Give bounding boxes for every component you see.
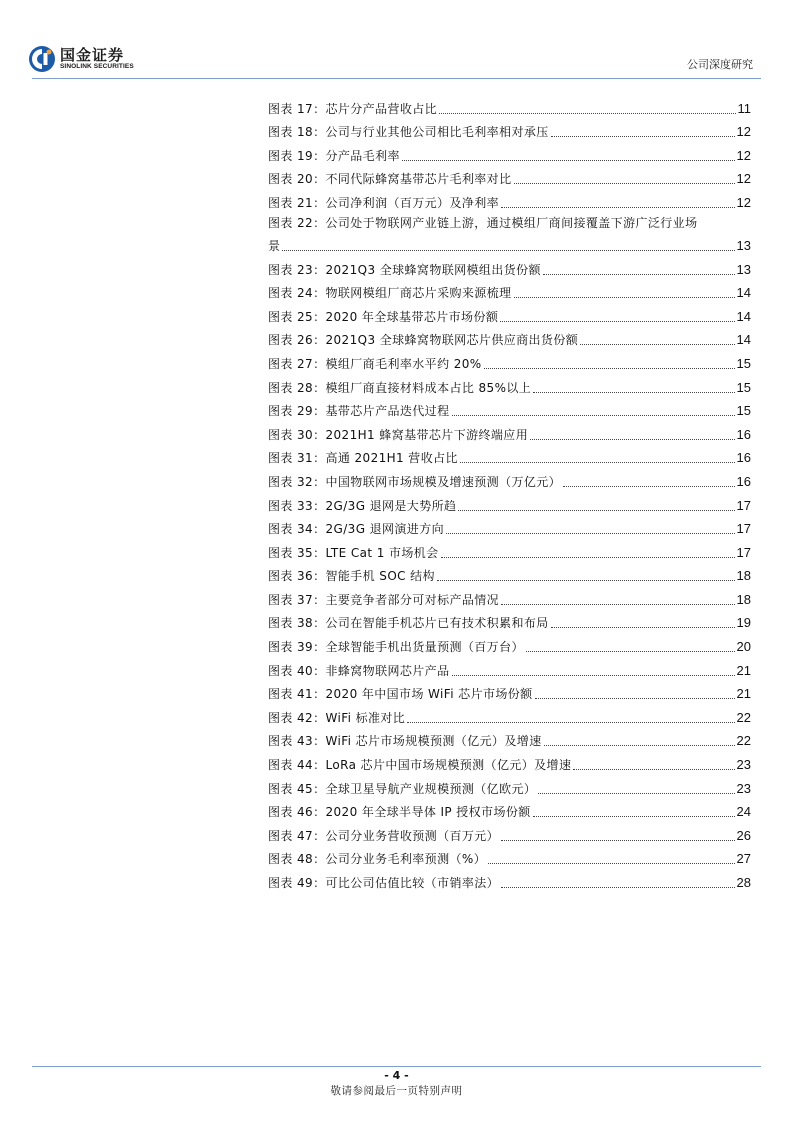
toc-entry-page: 24 [736,804,751,820]
toc-entry-label: 图表 38：公司在智能手机芯片已有技术积累和布局 [268,616,549,631]
toc-entry[interactable] [268,490,751,514]
toc-entry-label: 图表 42：WiFi 标准对比 [268,710,406,725]
toc-leader-dots [446,533,735,534]
toc-entry[interactable] [268,561,751,585]
toc-leader-dots [439,113,735,114]
toc-entry[interactable] [268,726,751,750]
toc-entry-label: 图表 22：公司处于物联网产业链上游，通过模组厂商间接覆盖下游广泛行业场 [268,215,698,230]
toc-entry-label: 图表 31：高通 2021H1 营收占比 [268,451,458,466]
toc-entry-page: 19 [736,615,751,631]
header-divider [32,78,761,79]
toc-entry[interactable] [268,348,751,372]
toc-leader-dots [580,344,734,345]
toc-entry-label: 图表 49：可比公司估值比较（市销率法） [268,876,500,890]
toc-leader-dots [437,580,735,581]
toc-entry-label: 图表 28：模组厂商直接材料成本占比 85%以上 [268,380,532,395]
toc-entry[interactable] [268,679,751,703]
toc-entry-label: 图表 45：全球卫星导航产业规模预测（亿欧元） [268,781,537,796]
logo-english-name: SINOLINK SECURITIES [60,63,134,70]
toc-entry-label: 图表 27：模组厂商毛利率水平约 20% [268,356,482,371]
toc-entry-page: 21 [736,686,751,702]
toc-entry-label: 图表 46：2020 年全球半导体 IP 授权市场份额 [268,805,531,820]
disclaimer-note: 敬请参阅最后一页特别声明 [330,1085,463,1097]
toc-entry-label: 图表 37：主要竞争者部分可对标产品情况 [268,592,500,607]
toc-entry-page: 12 [736,147,751,163]
toc-entry[interactable] [268,844,751,868]
toc-leader-dots [452,415,735,416]
toc-entry-page: 13 [736,261,751,277]
toc-entry-page: 16 [736,473,751,489]
toc-entry[interactable] [268,419,751,443]
toc-entry-label: 图表 26：2021Q3 全球蜂窝物联网芯片供应商出货份额 [268,333,579,348]
toc-entry-page: 14 [736,332,751,348]
toc-leader-dots [535,698,735,699]
toc-leader-dots [282,250,734,251]
toc-entry-wrapped-line2[interactable] [268,231,751,254]
toc-leader-dots [501,887,734,888]
toc-entry[interactable] [268,773,751,797]
toc-leader-dots [533,816,735,817]
logo-chinese-name: 国金证券 [60,46,125,64]
toc-entry-label: 图表 21：公司净利润（百万元）及净利率 [268,195,500,210]
toc-entry[interactable] [268,749,751,773]
toc-entry-label: 图表 24：物联网模组厂商芯片采购来源梳理 [268,286,512,301]
toc-leader-dots [514,297,735,298]
toc-entry[interactable] [268,93,751,117]
toc-entry[interactable] [268,396,751,420]
toc-leader-dots [551,136,735,137]
toc-entry-page: 15 [736,355,751,371]
toc-leader-dots [458,510,734,511]
toc-entry-page: 22 [736,709,751,725]
toc-entry-page: 23 [736,757,751,773]
company-logo [28,44,134,74]
toc-entry-page: 13 [736,237,751,253]
toc-entry[interactable] [268,372,751,396]
toc-entry-page: 18 [736,591,751,607]
toc-leader-dots [501,604,734,605]
toc-leader-dots [407,722,734,723]
toc-entry[interactable] [268,140,751,164]
toc-entry-page: 16 [736,426,751,442]
toc-entry[interactable] [268,608,751,632]
footer-divider [32,1066,761,1067]
toc-leader-dots [551,627,735,628]
toc-leader-dots [484,368,735,369]
toc-entry[interactable] [268,702,751,726]
toc-entry-page: 12 [736,194,751,210]
toc-entry-wrapped-line1[interactable] [268,211,751,231]
toc-leader-dots [402,160,735,161]
toc-entry-page: 17 [736,497,751,513]
toc-entry[interactable] [268,797,751,821]
toc-entry-label-continued: 景 [268,238,281,253]
toc-entry-page: 23 [736,780,751,796]
toc-entry-page: 21 [736,662,751,678]
toc-entry[interactable] [268,278,751,302]
toc-entry-label: 图表 48：公司分业务毛利率预测（%） [268,852,487,867]
toc-entry-page: 20 [736,639,751,655]
toc-entry[interactable] [268,631,751,655]
toc-entry-page: 14 [736,285,751,301]
toc-leader-dots [538,793,734,794]
toc-entry-label: 图表 17：芯片分产品营收占比 [268,101,438,116]
toc-entry-label: 图表 39：全球智能手机出货量预测（百万台） [268,640,524,655]
figure-list [268,93,751,891]
toc-entry-label: 图表 33：2G/3G 退网是大势所趋 [268,498,457,513]
toc-entry[interactable] [268,187,751,211]
toc-entry[interactable] [268,867,751,891]
toc-entry[interactable] [268,164,751,188]
report-section-label: 公司深度研究 [687,58,753,71]
toc-leader-dots [526,651,735,652]
toc-entry-label: 图表 30：2021H1 蜂窝基带芯片下游终端应用 [268,427,529,442]
toc-entry-page: 18 [736,568,751,584]
toc-leader-dots [544,745,735,746]
toc-entry[interactable] [268,301,751,325]
toc-leader-dots [488,863,734,864]
toc-entry-page: 17 [736,521,751,537]
toc-entry-label: 图表 34：2G/3G 退网演进方向 [268,522,445,537]
toc-entry[interactable] [268,584,751,608]
toc-entry-label: 图表 47：公司分业务营收预测（百万元） [268,828,500,843]
toc-leader-dots [530,439,734,440]
toc-entry-label: 图表 44：LoRa 芯片中国市场规模预测（亿元）及增速 [268,758,572,773]
toc-entry-page: 12 [736,171,751,187]
toc-entry-page: 17 [736,544,751,560]
toc-entry-label: 图表 36：智能手机 SOC 结构 [268,569,435,584]
toc-entry-page: 14 [736,308,751,324]
toc-entry[interactable] [268,820,751,844]
toc-entry-label: 图表 20：不同代际蜂窝基带芯片毛利率对比 [268,172,512,187]
toc-entry[interactable] [268,443,751,467]
toc-entry-label: 图表 23：2021Q3 全球蜂窝物联网模组出货份额 [268,262,541,277]
toc-leader-dots [563,486,734,487]
sinolink-logo-icon [28,45,56,73]
toc-leader-dots [573,769,734,770]
toc-entry-page: 15 [736,379,751,395]
toc-entry-label: 图表 32：中国物联网市场规模及增速预测（万亿元） [268,474,562,489]
toc-entry-label: 图表 41：2020 年中国市场 WiFi 芯片市场份额 [268,687,533,702]
toc-entry[interactable] [268,655,751,679]
toc-entry-label: 图表 43：WiFi 芯片市场规模预测（亿元）及增速 [268,734,542,749]
toc-entry-label: 图表 35：LTE Cat 1 市场机会 [268,545,439,560]
toc-entry-page: 22 [736,733,751,749]
toc-entry[interactable] [268,117,751,141]
toc-entry-label: 图表 40：非蜂窝物联网芯片产品 [268,663,450,678]
toc-leader-dots [460,462,735,463]
toc-entry-label: 图表 18：公司与行业其他公司相比毛利率相对承压 [268,125,549,140]
toc-entry[interactable] [268,514,751,538]
toc-leader-dots [452,675,735,676]
toc-entry-label: 图表 29：基带芯片产品迭代过程 [268,404,450,419]
toc-entry-page: 12 [736,124,751,140]
toc-leader-dots [514,183,735,184]
toc-entry-page: 26 [736,827,751,843]
toc-leader-dots [500,321,734,322]
toc-leader-dots [501,840,734,841]
toc-entry[interactable] [268,325,751,349]
toc-entry-page: 15 [736,403,751,419]
toc-entry-page: 28 [736,875,751,890]
page-number: - 4 - [384,1069,409,1082]
toc-entry[interactable] [268,466,751,490]
toc-entry-label: 图表 25：2020 年全球基带芯片市场份额 [268,309,499,324]
toc-entry[interactable] [268,254,751,278]
toc-entry-label: 图表 19：分产品毛利率 [268,148,400,163]
toc-entry[interactable] [268,537,751,561]
toc-leader-dots [501,207,734,208]
toc-entry-page: 11 [737,100,751,116]
toc-leader-dots [543,274,735,275]
toc-entry-page: 16 [736,450,751,466]
toc-leader-dots [441,557,735,558]
toc-entry-page: 27 [736,851,751,867]
toc-leader-dots [533,392,734,393]
